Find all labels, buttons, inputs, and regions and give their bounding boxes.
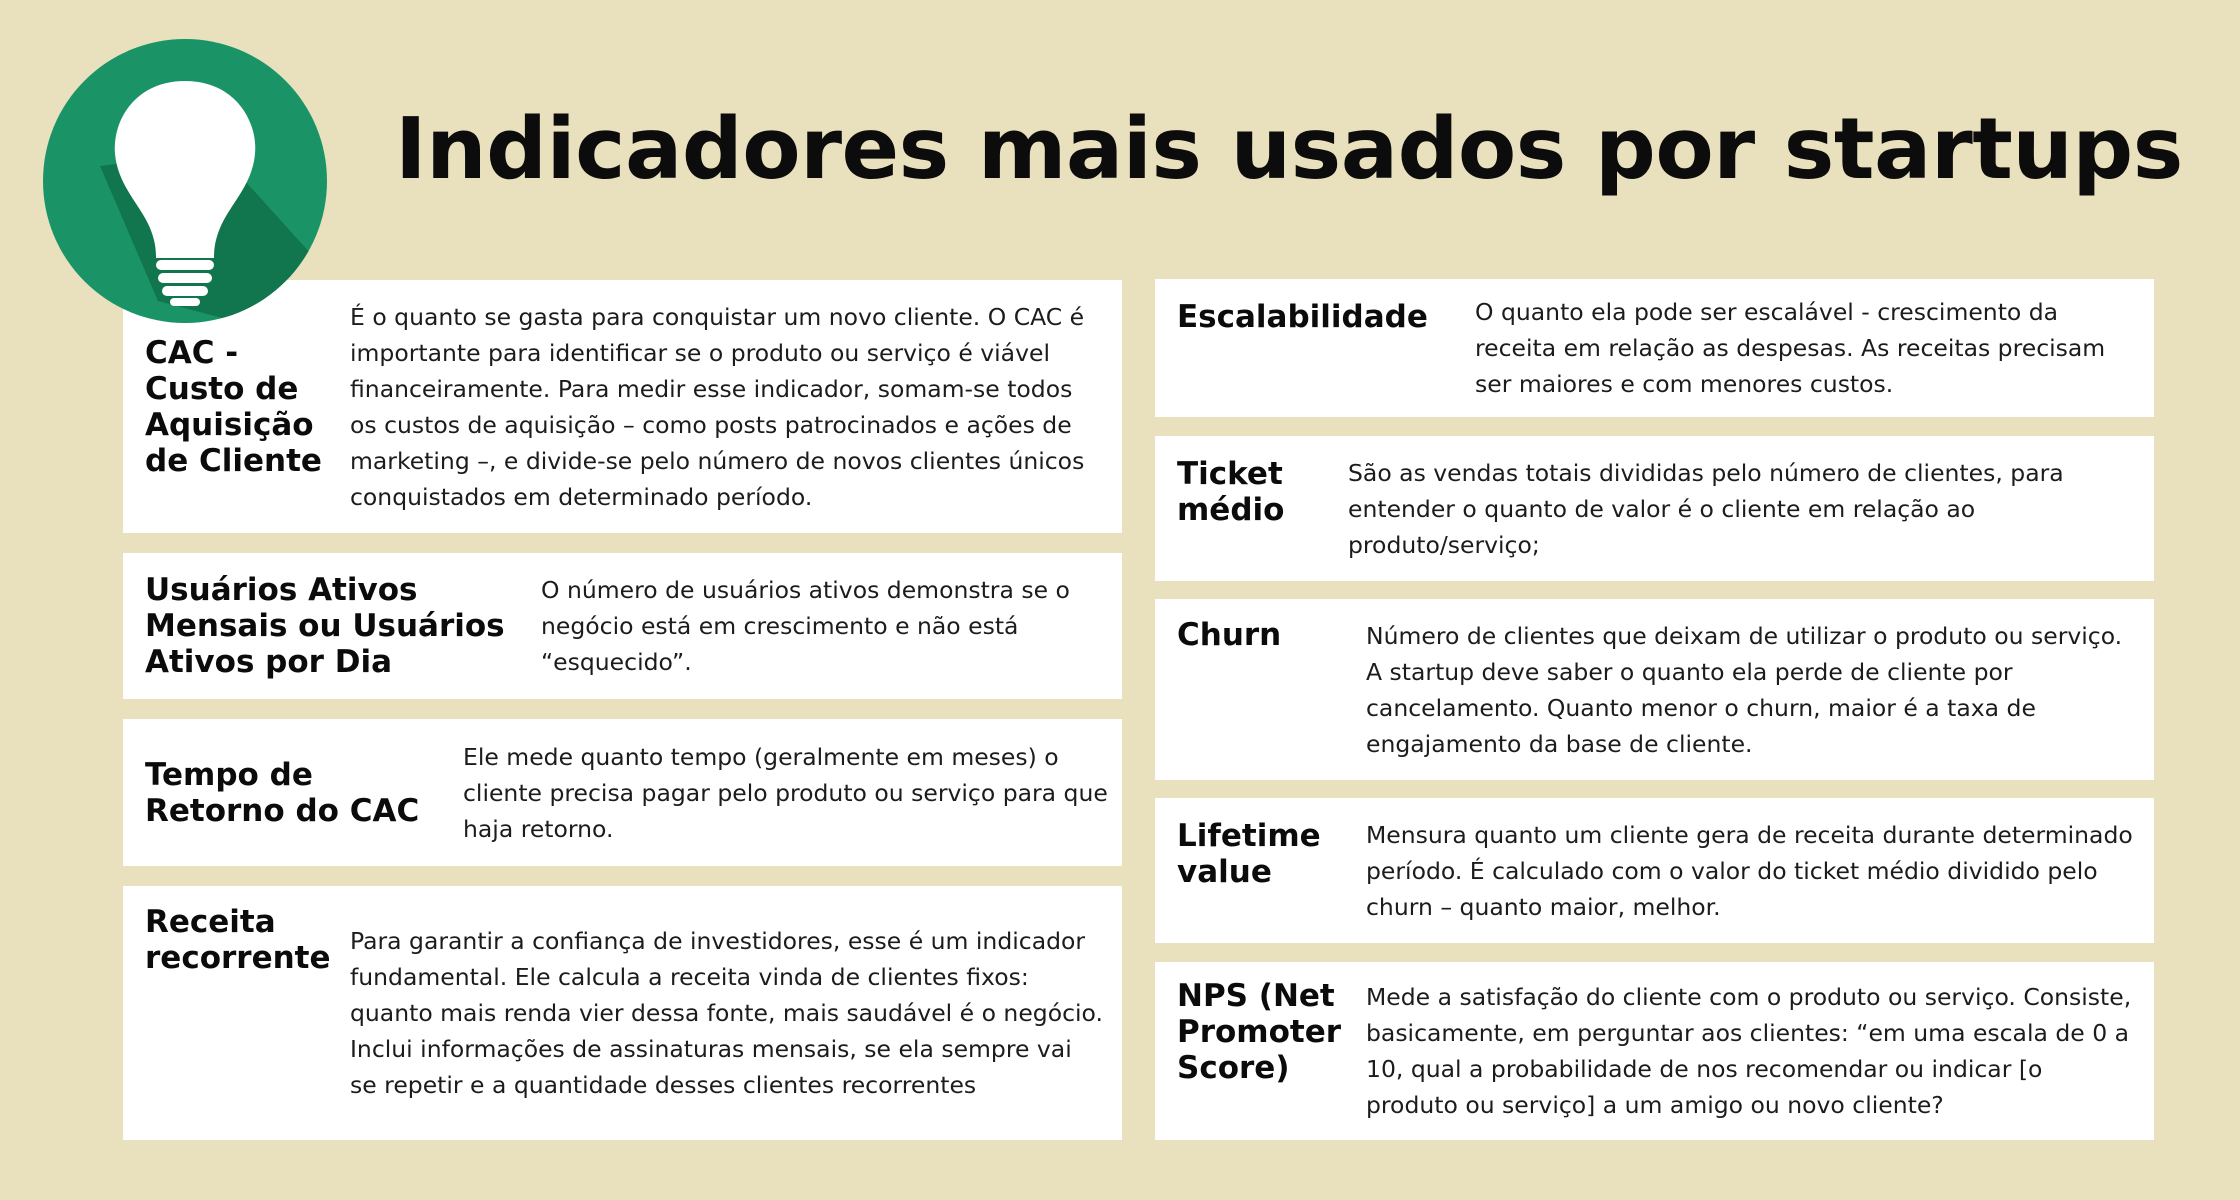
indicator-name: CAC - Custo de Aquisição de Cliente [145,334,322,479]
indicator-card-usuarios-ativos [123,553,1122,699]
indicator-name: NPS (Net Promoter Score) [1177,978,1342,1086]
indicator-name: Usuários Ativos Mensais ou Usuários Ativos por Dia [145,572,505,680]
indicator-card-churn [1155,599,2154,780]
indicator-description: Mede a satisfação do cliente com o produto ou serviço. Consiste, basicamente, em perguntar aos clientes: “em uma escala de 0 a 10, qual a probabilidade de nos recomendar ou indicar [o produto ou serviço] a um amigo ou novo cliente? [1366,983,2132,1119]
indicator-description: São as vendas totais divididas pelo número de clientes, para entender o quanto de valor é o cliente em relação ao produto/serviço; [1348,458,2064,559]
indicator-name: Escalabilidade [1177,299,1428,335]
indicator-card-ticket-medio [1155,436,2154,581]
indicator-description: O número de usuários ativos demonstra se o negócio está em crescimento e não está “esquecido”. [541,576,1070,676]
indicator-name: Tempo de Retorno do CAC [145,756,420,829]
indicator-description: Para garantir a confiança de investidores, esse é um indicador fundamental. Ele calcula a receita vinda de clientes fixos: quanto mais renda vier dessa fonte, mais saudável é o negócio. Inclui informações de assinaturas mensais, se ela sempre vai se repetir e a quantidade desses clientes recorrentes [350,927,1103,1099]
indicator-card-escalabilidade [1155,279,2154,417]
indicator-description: O quanto ela pode ser escalável - crescimento da receita em relação as despesas. As receitas precisam ser maiores e com menores custos. [1475,298,2106,398]
lightbulb-icon [40,36,330,326]
indicator-card-receita-recorrente [123,886,1122,1140]
indicator-description: Número de clientes que deixam de utilizar o produto ou serviço. A startup deve saber o quanto ela perde de cliente por cancelamento. Quanto menor o churn, maior é a taxa de engajamento da base de cliente. [1366,621,2123,758]
indicator-description: Ele mede quanto tempo (geralmente em meses) o cliente precisa pagar pelo produto ou serviço para que haja retorno. [463,742,1108,843]
indicator-description: Mensura quanto um cliente gera de receita durante determinado período. É calculado com o valor do ticket médio dividido pelo churn – quanto maior, melhor. [1366,820,2133,921]
indicator-card-tempo-retorno [123,719,1122,866]
indicator-name: Lifetime value [1177,818,1321,890]
indicator-card-nps [1155,962,2154,1140]
indicator-description: É o quanto se gasta para conquistar um novo cliente. O CAC é importante para identificar se o produto ou serviço é viável financeiramente. Para medir esse indicador, somam-se todos os custos de aquisição – como posts patrocinados e ações de marketing –, e divide-se pelo número de novos clientes únicos conquistados em determinado período. [350,302,1085,511]
indicator-card-lifetime-value [1155,798,2154,943]
indicator-name: Receita recorrente [145,904,331,976]
indicator-name: Ticket médio [1177,456,1285,528]
page-title: Indicadores mais usados por startups [395,100,2183,199]
indicator-name: Churn [1177,617,1282,653]
